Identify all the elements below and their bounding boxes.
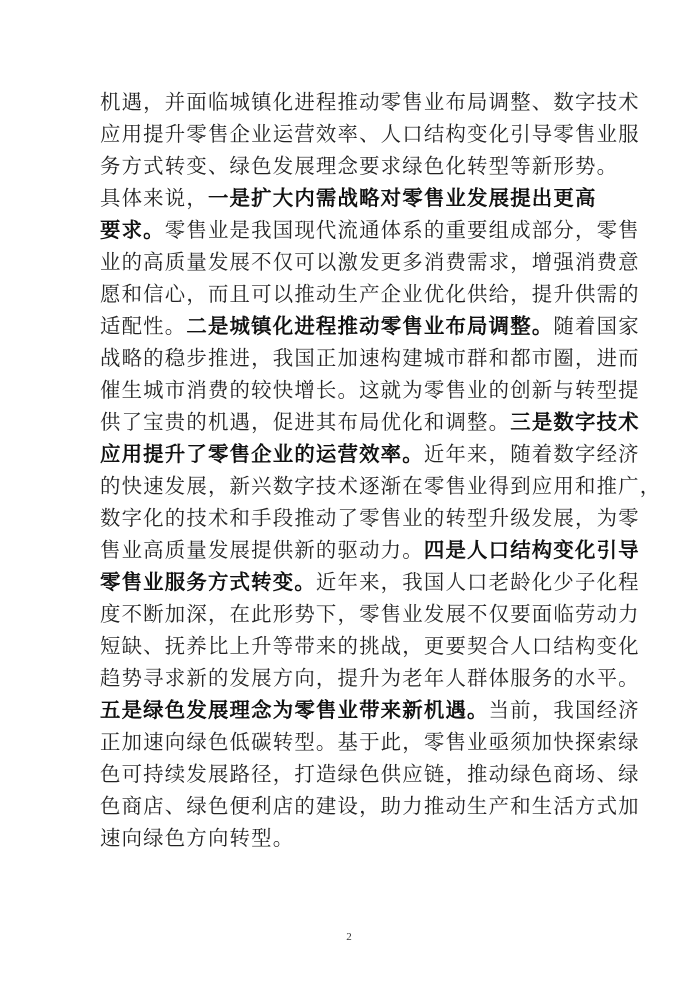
text-segment: 度不断加深，在此形势下，零售业发展不仅要面临劳动力: [100, 602, 640, 626]
text-line: [100, 214, 640, 246]
text-line: [100, 694, 640, 726]
text-line: [100, 118, 640, 150]
text-line: [100, 150, 619, 182]
bold-text-segment: 要求。: [100, 218, 165, 242]
text-line: [100, 438, 640, 470]
text-line: [100, 470, 662, 502]
text-segment: 具体来说，: [100, 186, 208, 210]
text-segment: 趋势寻求新的发展方向，提升为老年人群体服务的水平。: [100, 666, 640, 690]
text-segment: 供了宝贵的机遇，促进其布局优化和调整。: [100, 410, 511, 434]
text-line: [100, 726, 640, 758]
bold-text-segment: 二是城镇化进程推动零售业布局调整。: [186, 314, 554, 338]
text-line: [100, 534, 640, 566]
text-segment: 短缺、抚养比上升等带来的挑战，更要契合人口结构变化: [100, 634, 640, 658]
text-segment: 近年来，我国人口老龄化少子化程: [315, 570, 640, 594]
text-segment: 当前，我国经济: [488, 698, 640, 722]
text-line: [100, 758, 640, 790]
bold-text-segment: 四是人口结构变化引导: [423, 538, 640, 562]
bold-text-segment: 零售业服务方式转变。: [100, 570, 316, 594]
text-line: [100, 86, 640, 118]
text-segment: 正加速向绿色低碳转型。基于此，零售业亟须加快探索绿: [100, 730, 640, 754]
text-segment: 适配性。: [100, 314, 187, 338]
text-segment: 色可持续发展路径，打造绿色供应链，推动绿色商场、绿: [100, 762, 640, 786]
text-line: [100, 822, 600, 854]
text-line: [100, 662, 640, 694]
text-segment: 近年来，随着数字经济: [423, 442, 640, 466]
text-line: [100, 246, 640, 278]
text-segment: 色商店、绿色便利店的建设，助力推动生产和生活方式加: [100, 794, 640, 818]
bold-text-segment: 三是数字技术: [510, 410, 640, 434]
text-segment: 数字化的技术和手段推动了零售业的转型升级发展，为零: [100, 506, 640, 530]
page-number: 2: [346, 931, 352, 943]
text-line: [100, 790, 640, 822]
text-segment: 愿和信心，而且可以推动生产企业优化供给，提升供需的: [100, 282, 640, 306]
text-segment: 催生城市消费的较快增长。这就为零售业的创新与转型提: [100, 378, 640, 402]
text-line: [100, 310, 640, 342]
text-segment: 的快速发展，新兴数字技术逐渐在零售业得到应用和推广，: [100, 474, 662, 498]
text-line: [100, 502, 640, 534]
text-segment: 零售业是我国现代流通体系的重要组成部分，零售: [164, 218, 640, 242]
text-segment: 战略的稳步推进，我国正加速构建城市群和都市圈，进而: [100, 346, 640, 370]
text-segment: 机遇，并面临城镇化进程推动零售业布局调整、数字技术: [100, 90, 640, 114]
text-line: [100, 406, 640, 438]
bold-text-segment: 一是扩大内需战略对零售业发展提出更高: [207, 186, 597, 210]
bold-text-segment: 五是绿色发展理念为零售业带来新机遇。: [100, 698, 489, 722]
text-line: [100, 278, 640, 310]
text-segment: 应用提升零售企业运营效率、人口结构变化引导零售业服: [100, 122, 640, 146]
body-text: [100, 86, 662, 854]
text-line: [100, 630, 640, 662]
text-line: [100, 342, 640, 374]
text-line: [100, 566, 640, 598]
bold-text-segment: 应用提升了零售企业的运营效率。: [100, 442, 424, 466]
text-segment: 务方式转变、绿色发展理念要求绿色化转型等新形势。: [100, 154, 619, 178]
text-segment: 随着国家: [553, 314, 640, 338]
text-segment: 业的高质量发展不仅可以激发更多消费需求，增强消费意: [100, 250, 640, 274]
text-line: [100, 182, 600, 214]
text-segment: 售业高质量发展提供新的驱动力。: [100, 538, 424, 562]
text-line: [100, 374, 640, 406]
text-segment: 速向绿色方向转型。: [100, 826, 295, 850]
text-line: [100, 598, 640, 630]
